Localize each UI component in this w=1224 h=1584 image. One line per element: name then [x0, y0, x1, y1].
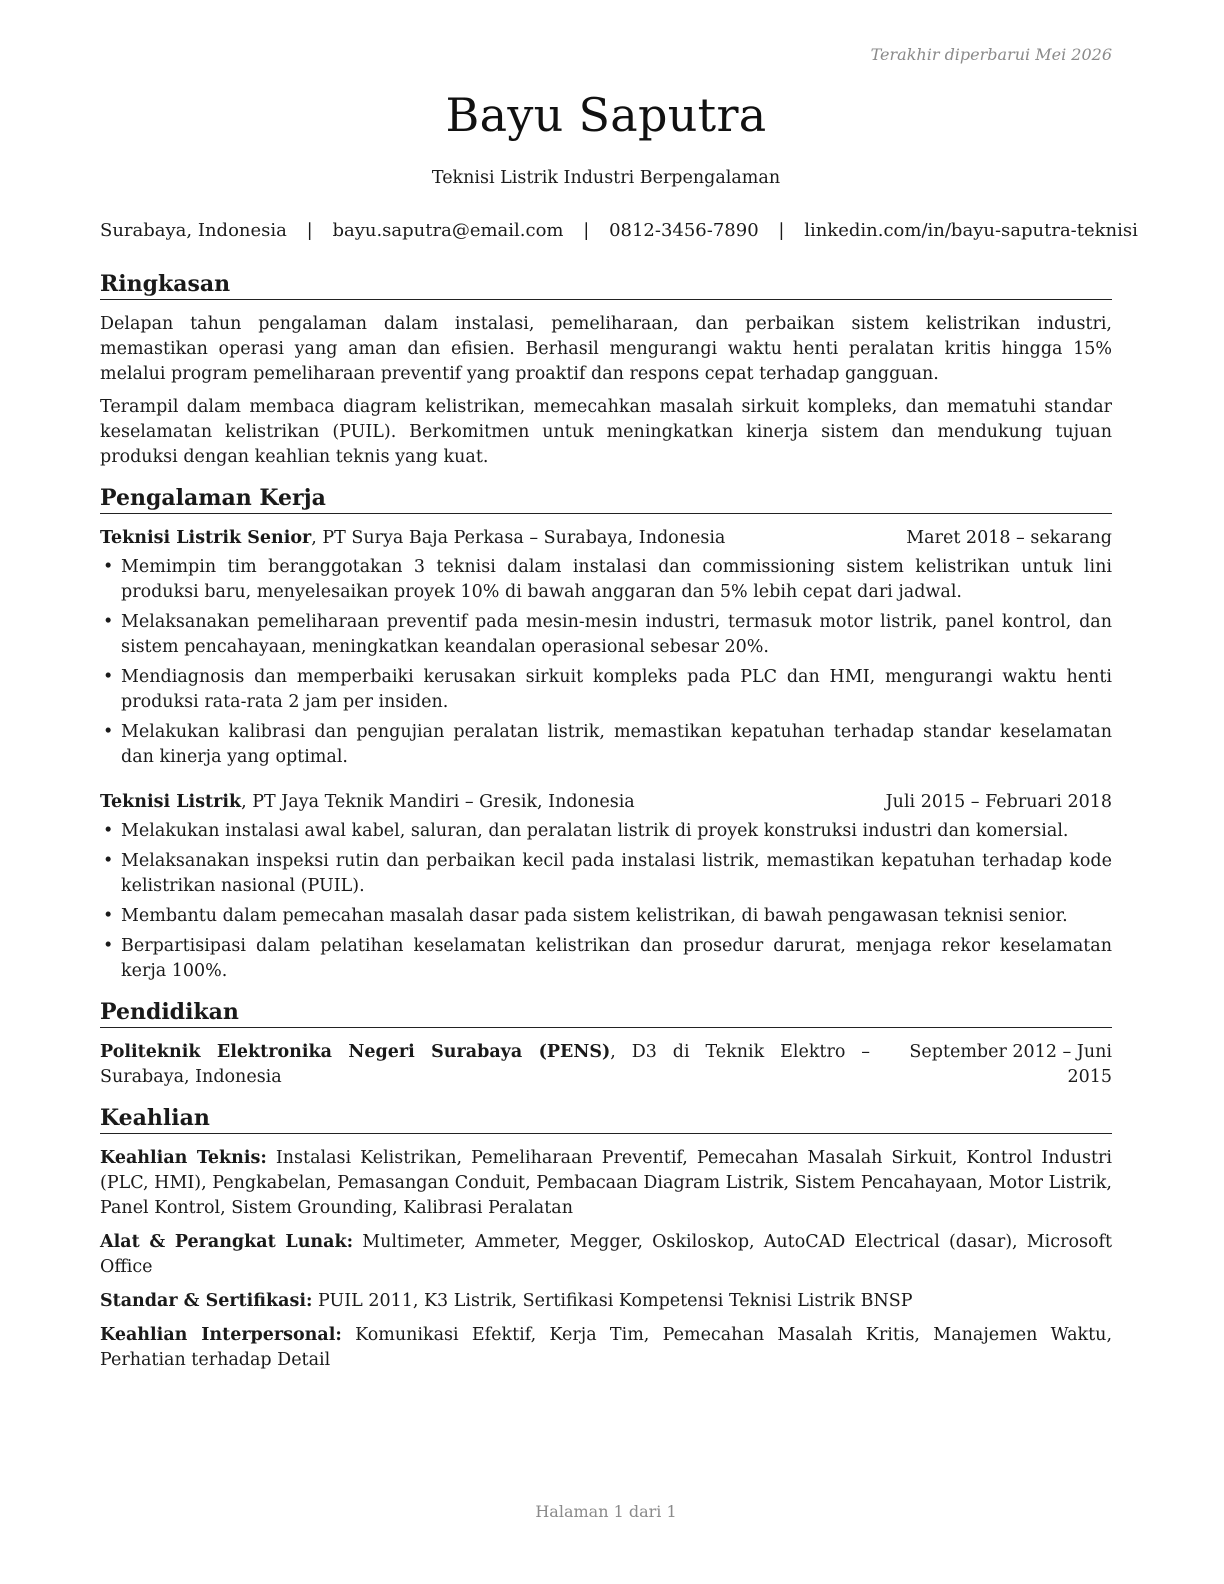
experience-heading: Pengalaman Kerja [100, 484, 1112, 514]
skill-group [100, 1230, 1112, 1280]
job-title-line [100, 790, 635, 815]
contact-location: Surabaya, Indonesia [100, 220, 287, 241]
skills-heading: Keahlian [100, 1104, 1112, 1134]
contact-phone: 0812-3456-7890 [609, 220, 759, 241]
skill-group-label: Keahlian Teknis: [100, 1148, 267, 1168]
job-role: Teknisi Listrik [100, 792, 242, 812]
education-entry [100, 1040, 1112, 1090]
list-item [100, 610, 1112, 660]
experience-section [100, 484, 1112, 984]
job-entry [100, 526, 1112, 770]
skill-group-label: Alat & Perangkat Lunak: [100, 1232, 354, 1252]
page-number: Halaman 1 dari 1 [535, 1502, 677, 1521]
summary-section [100, 270, 1112, 470]
bullet-icon: • [103, 936, 114, 956]
professional-headline: Teknisi Listrik Industri Berpengalaman [431, 168, 781, 188]
last-updated-note: Terakhir diperbarui Mei 2026 [870, 45, 1112, 64]
skill-group-text: Multimeter, Ammeter, Megger, Oskiloskop, AutoCAD Electrical (dasar), Microsoft Office [100, 1232, 1113, 1277]
list-item [100, 934, 1112, 984]
job-header [100, 790, 1112, 815]
summary-paragraph: Terampil dalam membaca diagram kelistrikan, memecahkan masalah sirkuit kompleks, dan mematuhi standar keselamatan kelistrikan (PUIL). Berkomitmen untuk meningkatkan kinerja sistem dan mendukung tujuan produksi dengan keahlian teknis yang kuat. [100, 397, 1112, 467]
bullet-icon: • [103, 722, 114, 742]
list-item [100, 819, 1112, 844]
job-role: Teknisi Listrik Senior [100, 528, 312, 548]
skill-group [100, 1146, 1112, 1221]
list-item-text: Mendiagnosis dan memperbaiki kerusakan sirkuit kompleks pada PLC dan HMI, mengurangi waktu henti produksi rata-rata 2 jam per insiden. [121, 667, 1112, 712]
skill-group-label: Keahlian Interpersonal: [100, 1325, 342, 1345]
contact-email[interactable]: bayu.saputra@email.com [332, 220, 564, 241]
job-header [100, 526, 1112, 551]
education-school: Politeknik Elektronika Negeri Surabaya (PENS) [100, 1042, 611, 1062]
resume-page [100, 0, 1138, 1584]
bullet-icon: • [103, 821, 114, 841]
list-item-text: Melakukan kalibrasi dan pengujian peralatan listrik, memastikan kepatuhan terhadap standar keselamatan dan kinerja yang optimal. [121, 722, 1112, 767]
skill-group-text: PUIL 2011, K3 Listrik, Sertifikasi Kompetensi Teknisi Listrik BNSP [312, 1291, 913, 1311]
bullet-icon: • [103, 667, 114, 687]
job-company: , PT Surya Baja Perkasa – Surabaya, Indonesia [311, 528, 726, 548]
bullet-icon: • [103, 851, 114, 871]
skill-group [100, 1323, 1112, 1373]
job-dates: Maret 2018 – sekarang [906, 528, 1112, 548]
list-item-text: Berpartisipasi dalam pelatihan keselamatan kelistrikan dan prosedur darurat, menjaga rekor keselamatan kerja 100%. [121, 936, 1112, 981]
skills-section [100, 1104, 1112, 1373]
job-entry [100, 790, 1112, 984]
skill-group-label: Standar & Sertifikasi: [100, 1291, 313, 1311]
education-institution-line [100, 1040, 870, 1090]
person-name: Bayu Saputra [445, 88, 767, 142]
education-dates: September 2012 – Juni 2015 [909, 1042, 1112, 1087]
bullet-icon: • [103, 906, 114, 926]
contact-separator: | [778, 220, 785, 241]
bullet-icon: • [103, 557, 114, 577]
list-item-text: Memimpin tim beranggotakan 3 teknisi dalam instalasi dan commissioning sistem kelistrikan untuk lini produksi baru, menyelesaikan proyek 10% di bawah anggaran dan 5% lebih cepat dari jadwal. [121, 557, 1112, 602]
contact-line [100, 220, 1138, 241]
list-item-text: Melaksanakan pemeliharaan preventif pada mesin-mesin industri, termasuk motor listrik, panel kontrol, dan sistem pencahayaan, meningkatkan keandalan operasional sebesar 20%. [121, 612, 1112, 657]
list-item [100, 904, 1112, 929]
skill-group-text: Komunikasi Efektif, Kerja Tim, Pemecahan Masalah Kritis, Manajemen Waktu, Perhatian terhadap Detail [100, 1325, 1113, 1370]
job-bullets [100, 555, 1112, 770]
education-section [100, 998, 1112, 1090]
list-item-text: Melaksanakan inspeksi rutin dan perbaikan kecil pada instalasi listrik, memastikan kepatuhan terhadap kode kelistrikan nasional (PUIL). [121, 851, 1112, 896]
education-detail: , D3 di Teknik Elektro – Surabaya, Indonesia [100, 1042, 870, 1087]
education-heading: Pendidikan [100, 998, 1112, 1028]
list-item [100, 665, 1112, 715]
job-title-line [100, 526, 725, 551]
list-item-text: Membantu dalam pemecahan masalah dasar pada sistem kelistrikan, di bawah pengawasan teknisi senior. [121, 906, 1068, 926]
skill-group [100, 1289, 1112, 1314]
list-item [100, 720, 1112, 770]
job-bullets [100, 819, 1112, 984]
summary-heading: Ringkasan [100, 270, 1112, 300]
resume-content [100, 270, 1112, 1387]
job-dates: Juli 2015 – Februari 2018 [885, 792, 1112, 812]
contact-separator: | [306, 220, 313, 241]
contact-separator: | [583, 220, 590, 241]
job-company: , PT Jaya Teknik Mandiri – Gresik, Indonesia [241, 792, 635, 812]
skill-group-text: Instalasi Kelistrikan, Pemeliharaan Preventif, Pemecahan Masalah Sirkuit, Kontrol Industri (PLC, HMI), Pengkabelan, Pemasangan Conduit, Pembacaan Diagram Listrik, Sistem Pencahayaan, Motor Listrik, Panel Kontrol, Sistem Grounding, Kalibrasi Peralatan [100, 1148, 1112, 1218]
bullet-icon: • [103, 612, 114, 632]
list-item [100, 555, 1112, 605]
list-item [100, 849, 1112, 899]
summary-paragraph: Delapan tahun pengalaman dalam instalasi, pemeliharaan, dan perbaikan sistem kelistrikan industri, memastikan operasi yang aman dan efisien. Berhasil mengurangi waktu henti peralatan kritis hingga 15% melalui program pemeliharaan preventif yang proaktif dan respons cepat terhadap gangguan. [100, 314, 1112, 384]
contact-linkedin[interactable]: linkedin.com/in/bayu-saputra-teknisi [804, 220, 1138, 241]
list-item-text: Melakukan instalasi awal kabel, saluran, dan peralatan listrik di proyek konstruksi industri dan komersial. [121, 821, 1069, 841]
